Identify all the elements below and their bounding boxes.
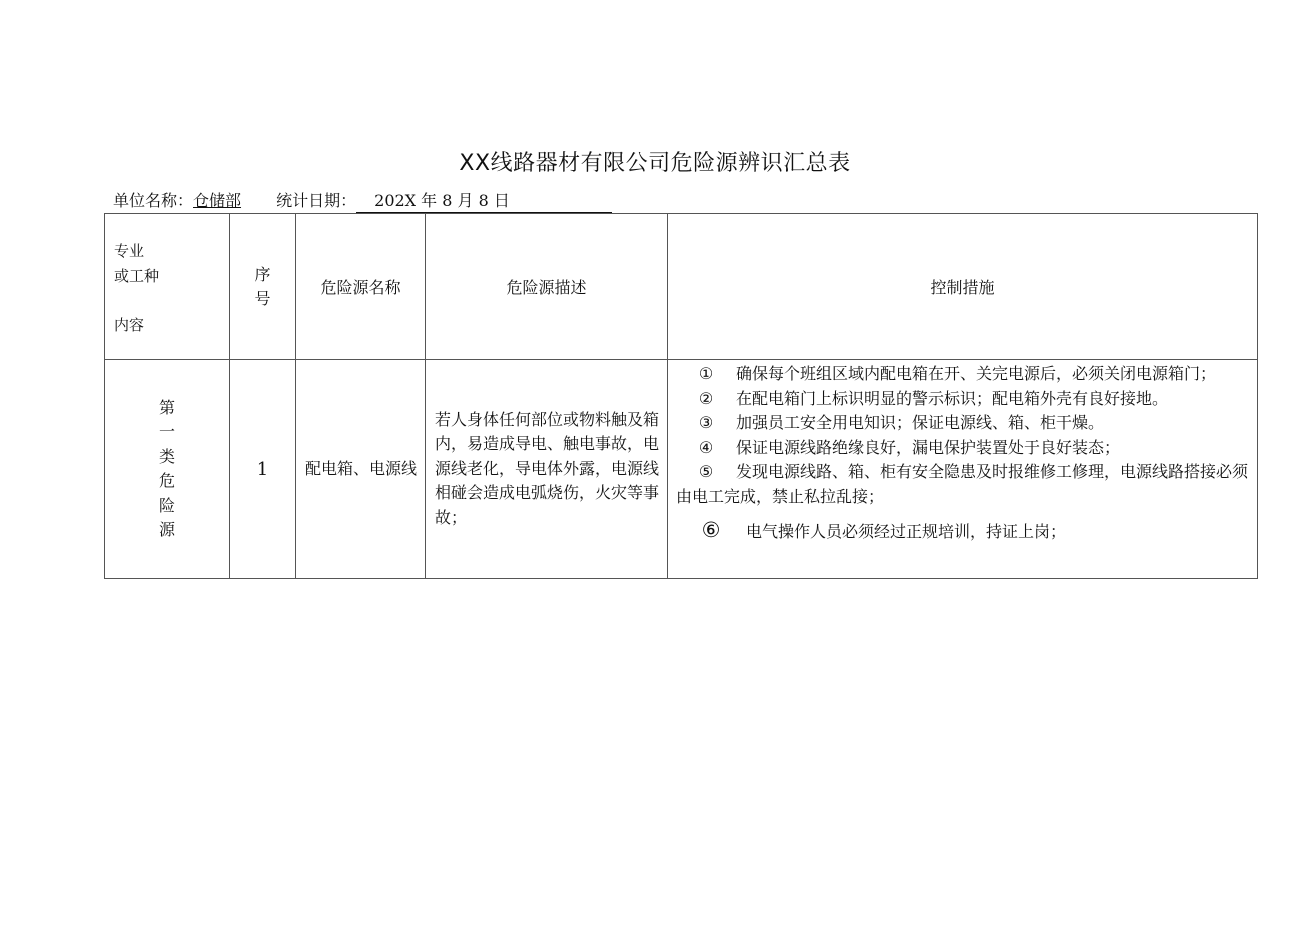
hazard-description-cell: 若人身体任何部位或物料触及箱内，易造成导电、触电事故，电源线老化，导电体外露，电源线相碰会造成电弧烧伤，火灾等事故； [426, 360, 668, 579]
header-control-measures: 控制措施 [668, 214, 1258, 360]
control-measure-item [676, 518, 1251, 545]
measure-text: 在配电箱门上标识明显的警示标识；配电箱外壳有良好接地。 [736, 388, 1169, 408]
category-char: 源 [158, 520, 175, 539]
control-measure-item [676, 460, 1251, 509]
header-specialty-line3: 内容 [114, 316, 145, 334]
category-char: 一 [158, 422, 175, 441]
table-row [105, 360, 1258, 579]
document-title: XX线路器材有限公司危险源辨识汇总表 [459, 151, 851, 176]
hazard-name-cell: 配电箱、电源线 [296, 360, 426, 579]
measure-text: 确保每个班组区域内配电箱在开、关完电源后，必须关闭电源箱门； [736, 364, 1217, 383]
table-header-row [105, 214, 1258, 360]
header-seq [230, 214, 296, 360]
date-value: 202X 年 8 月 8 日 [356, 190, 612, 213]
category-cell [105, 360, 230, 579]
category-char: 类 [158, 446, 175, 466]
header-seq-line1: 序 [254, 264, 271, 284]
control-measures-cell [668, 360, 1258, 579]
measure-text: 电气操作人员必须经过正规培训，持证上岗； [746, 522, 1067, 541]
measure-text: 加强员工安全用电知识；保证电源线、箱、柜干燥。 [736, 413, 1105, 432]
control-measure-item [676, 387, 1251, 412]
header-hazard-name: 危险源名称 [296, 214, 426, 360]
header-seq-line2: 号 [254, 288, 271, 308]
measure-text: 保证电源线路绝缘良好，漏电保护装置处于良好装态； [736, 437, 1121, 457]
category-char: 第 [158, 397, 175, 417]
measure-text: 发现电源线路、箱、柜有安全隐患及时报维修工修理，电源线路搭接必须由电工完成，禁止私拉乱接； [676, 462, 1249, 506]
control-measure-item [676, 362, 1251, 387]
header-specialty-line2: 或工种 [114, 267, 160, 285]
measure-number: ⑤ [698, 462, 714, 481]
control-measure-item [676, 436, 1251, 461]
measure-number: ⑥ [701, 518, 721, 542]
header-specialty [105, 214, 230, 360]
seq-cell: 1 [230, 360, 296, 579]
category-char: 危 [158, 471, 175, 490]
category-char: 险 [158, 495, 175, 515]
unit-value: 仓储部 [193, 191, 242, 210]
measure-number: ④ [698, 437, 714, 457]
header-hazard-description: 危险源描述 [426, 214, 668, 360]
date-label: 统计日期： [276, 191, 357, 210]
measure-number: ② [698, 388, 714, 408]
control-measure-item [676, 411, 1251, 436]
measure-number: ③ [698, 413, 714, 432]
measure-number: ① [698, 364, 714, 383]
unit-label: 单位名称： [113, 191, 194, 210]
header-specialty-line1: 专业 [114, 242, 145, 260]
hazard-summary-table [104, 213, 1258, 579]
document-info-line [113, 188, 612, 214]
